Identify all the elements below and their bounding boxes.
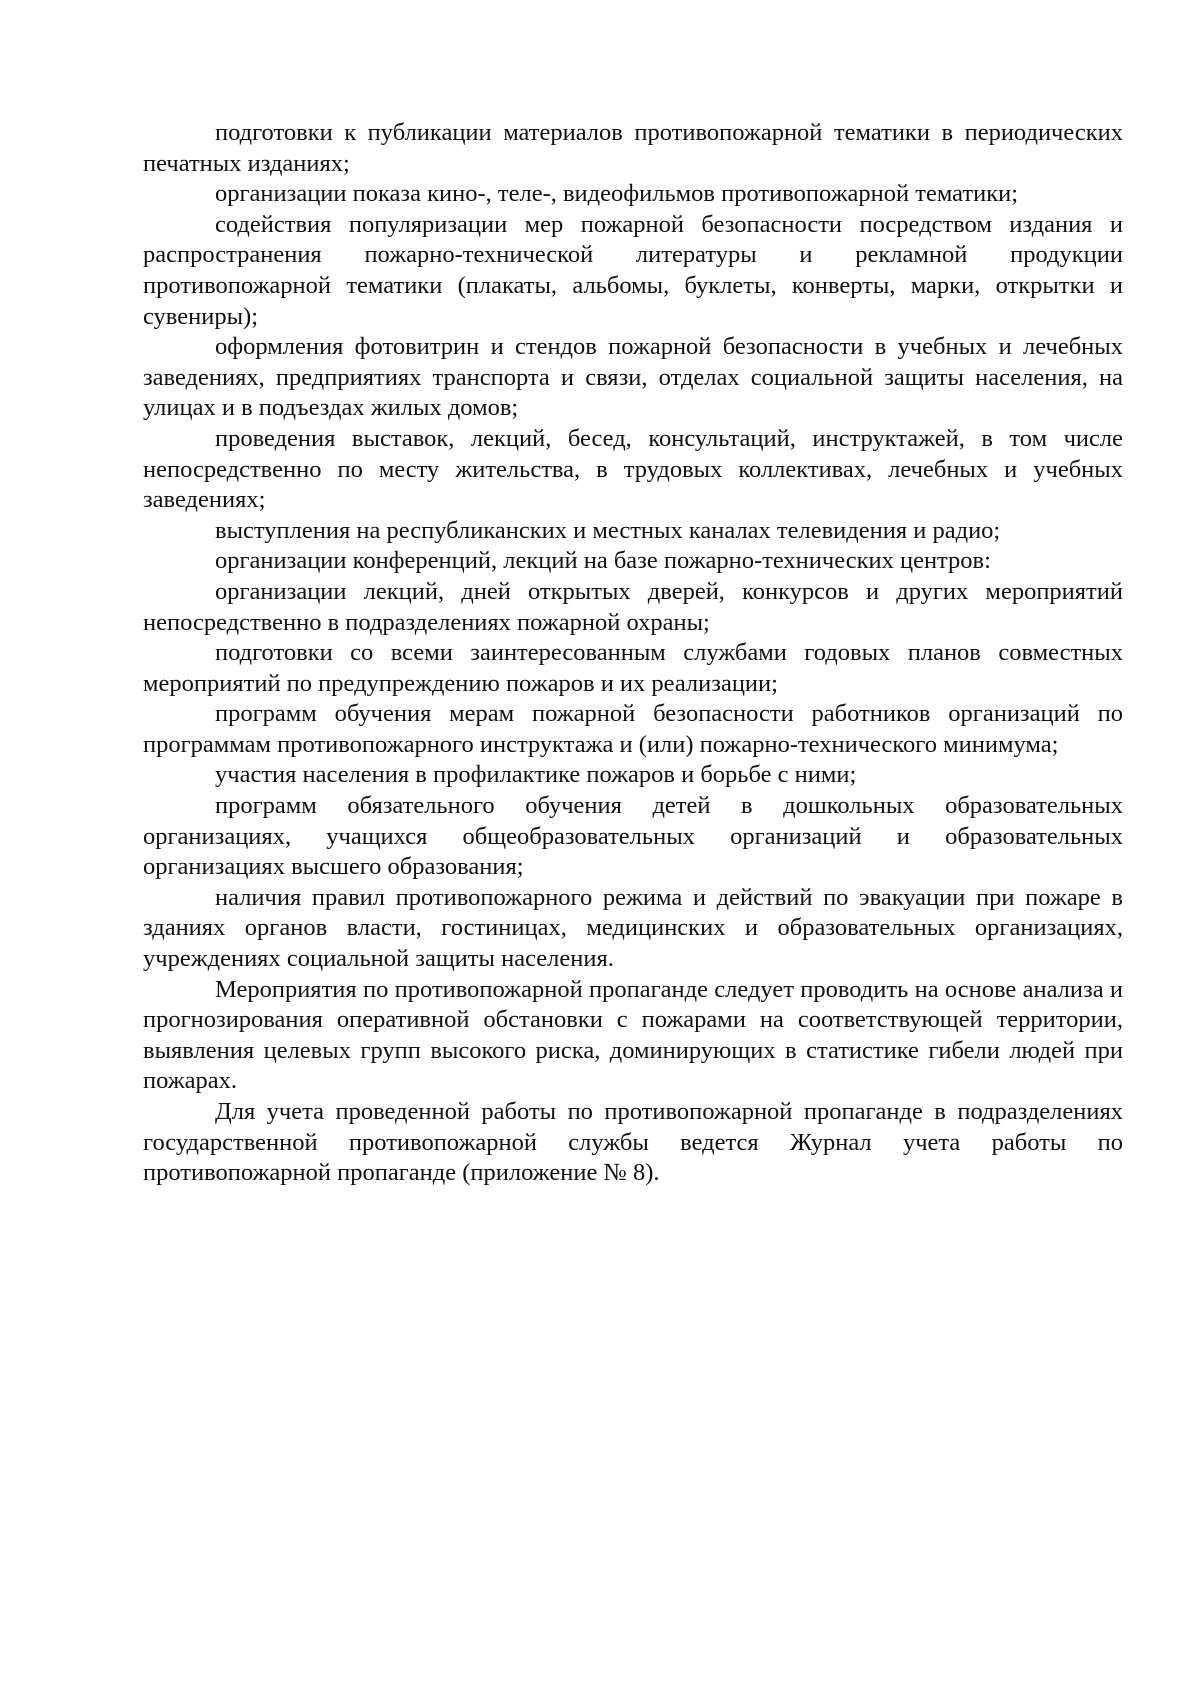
paragraph-journal: Для учета проведенной работы по противопожарной пропаганде в подразделениях государственной противопожарной службы ведется Журнал учета работы по противопожарной пропаганде (приложение № 8). [143, 1098, 1123, 1187]
paragraph-publications: подготовки к публикации материалов противопожарной тематики в периодических печатных изданиях; [143, 119, 1123, 177]
paragraph-exhibitions: проведения выставок, лекций, бесед, консультаций, инструктажей, в том числе непосредственно по месту жительства, в трудовых коллективах, лечебных и учебных заведениях; [143, 424, 1123, 514]
paragraph-tv-radio: выступления на республиканских и местных каналах телевидения и радио; [215, 516, 1001, 544]
document-page [143, 118, 1123, 1189]
paragraph-film-screenings: организации показа кино-, теле-, видеофильмов противопожарной тематики; [215, 180, 1019, 208]
paragraph-children-education: программ обязательного обучения детей в дошкольных образовательных организациях, учащихся общеобразовательных организаций и образовательных организациях высшего образования; [143, 792, 1123, 881]
paragraph-open-days: организации лекций, дней открытых дверей, конкурсов и других мероприятий непосредственно в подразделениях пожарной охраны; [143, 577, 1123, 636]
paragraph-annual-plans: подготовки со всеми заинтересованным службами годовых планов совместных мероприятий по предупреждению пожаров и их реализации; [143, 639, 1123, 697]
paragraph-photo-displays: оформления фотовитрин и стендов пожарной безопасности в учебных и лечебных заведениях, предприятиях транспорта и связи, отделах социальной защиты населения, на улицах и в подъездах жилых домов; [143, 333, 1123, 422]
paragraph-conferences: организации конференций, лекций на базе пожарно-технических центров: [215, 547, 991, 575]
paragraph-training-programs: программ обучения мерам пожарной безопасности работников организаций по программам противопожарного инструктажа и (или) пожарно-технического минимума; [143, 700, 1123, 758]
paragraph-popularization: содействия популяризации мер пожарной безопасности посредством издания и распространения пожарно-технической литературы и рекламной продукции противопожарной тематики (плакаты, альбомы, буклеты, конверты, марки, открытки и сувениры); [143, 210, 1123, 330]
paragraph-fire-rules: наличия правил противопожарного режима и действий по эвакуации при пожаре в зданиях органов власти, гостиницах, медицинских и образовательных организациях, учреждениях социальной защиты населения. [143, 883, 1123, 973]
paragraph-analysis: Мероприятия по противопожарной пропаганде следует проводить на основе анализа и прогнозирования оперативной обстановки с пожарами на соответствующей территории, выявления целевых групп высокого риска, доминирующих в статистике гибели людей при пожарах. [143, 975, 1123, 1095]
paragraph-public-participation: участия населения в профилактике пожаров и борьбе с ними; [215, 761, 857, 789]
